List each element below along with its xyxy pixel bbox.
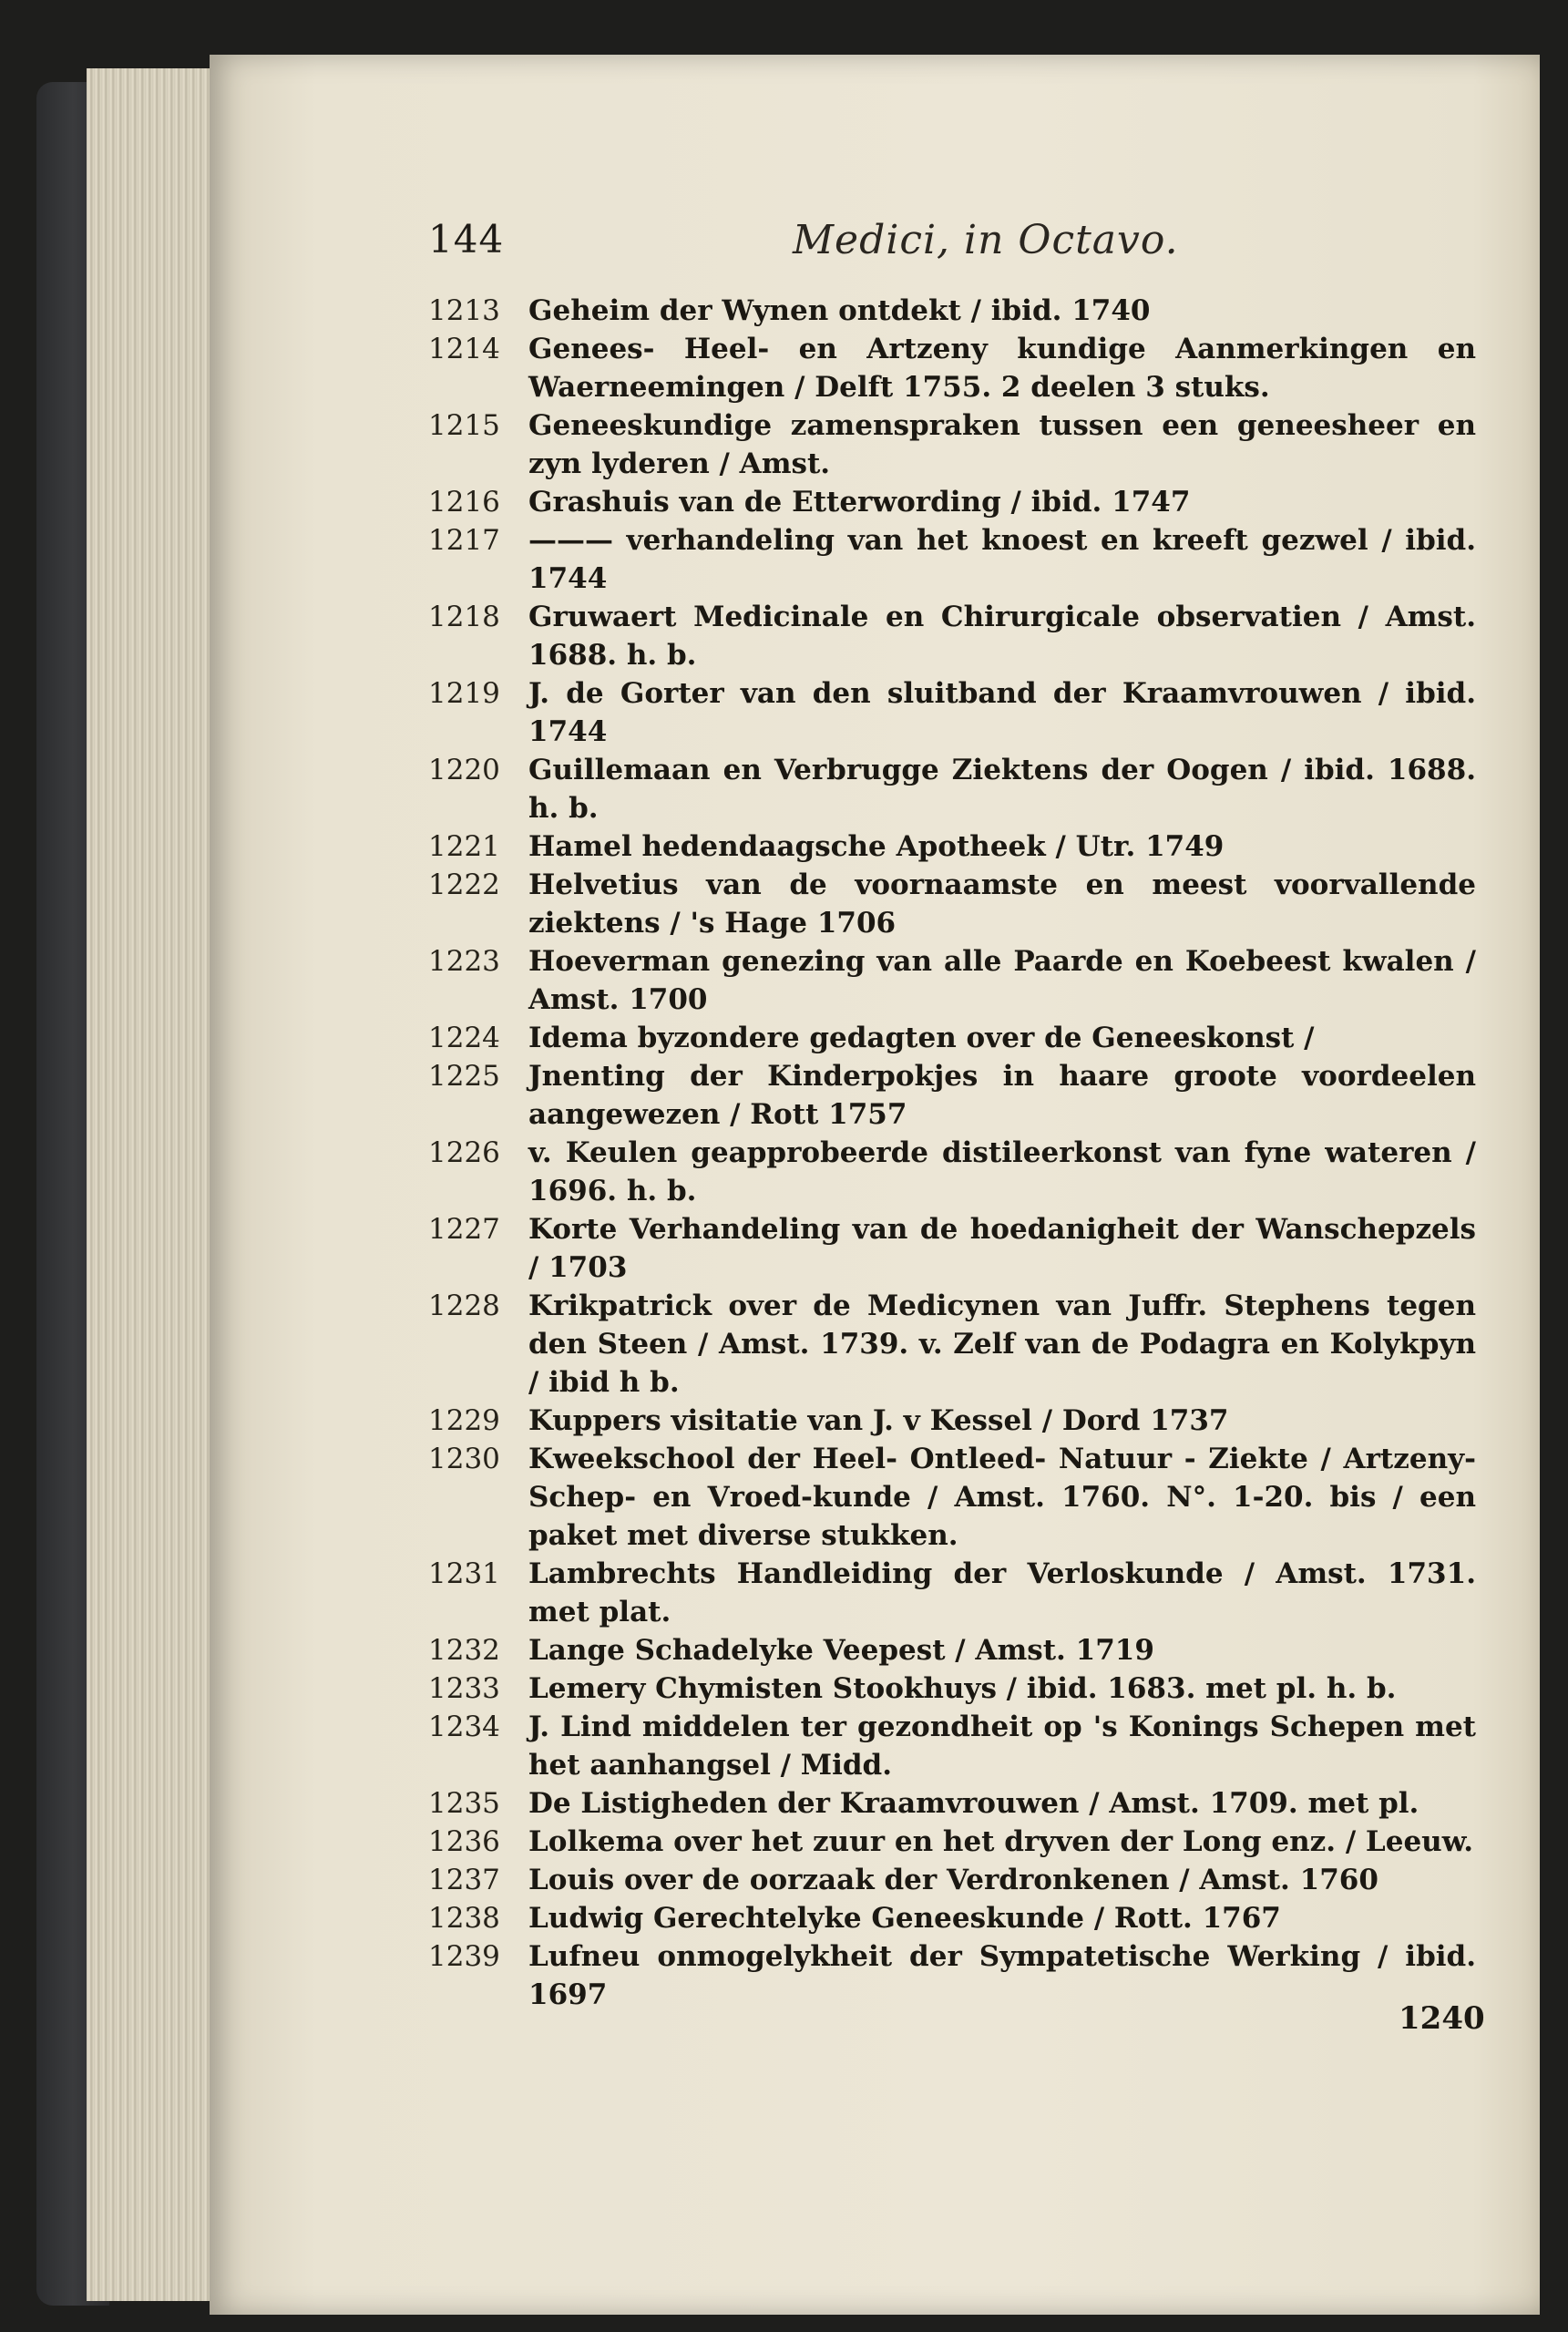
entry-text: Hoeverman genezing van alle Paarde en Koebeest kwalen / Amst. 1700	[528, 945, 1476, 1016]
entry-text: Krikpatrick over de Medicynen van Juffr. Stephens tegen den Steen / Amst. 1739. v. Zelf van de Podagra en Kolykpyn / ibid h b.	[528, 1289, 1476, 1399]
entry-number: 1223	[428, 945, 500, 978]
entry-number: 1222	[428, 868, 500, 901]
entry-number: 1220	[428, 754, 500, 786]
entry-text: ——— verhandeling van het knoest en kreeft gezwel / ibid. 1744	[528, 524, 1476, 595]
entry-number: 1229	[428, 1404, 500, 1437]
catalogue-entry	[428, 292, 1476, 330]
catalogue-entry	[428, 1134, 1476, 1210]
catalogue-entries	[428, 292, 1476, 2014]
running-head	[428, 210, 1476, 283]
entry-text: Louis over de oorzaak der Verdronkenen / Amst. 1760	[528, 1864, 1378, 1896]
entry-text: Geheim der Wynen ontdekt / ibid. 1740	[528, 294, 1151, 327]
page-number: 144	[428, 217, 505, 262]
catalogue-entry	[428, 1708, 1476, 1784]
entry-number: 1233	[428, 1672, 500, 1705]
catalogue-entry	[428, 1937, 1476, 2014]
entry-number: 1230	[428, 1443, 500, 1475]
entry-text: Lufneu onmogelykheit der Sympatetische Werking / ibid. 1697	[528, 1940, 1476, 2011]
entry-number: 1237	[428, 1864, 500, 1896]
entry-number: 1219	[428, 677, 500, 710]
entry-text: Kweekschool der Heel- Ontleed- Natuur - Ziekte / Artzeny- Schep- en Vroed-kunde / Amst. 1760. N°. 1-20. bis / een paket met diverse stukken.	[528, 1443, 1476, 1552]
entry-number: 1213	[428, 294, 500, 327]
entry-text: J. de Gorter van den sluitband der Kraamvrouwen / ibid. 1744	[528, 677, 1476, 748]
catalogue-entry	[428, 1210, 1476, 1287]
catalogue-entry	[428, 674, 1476, 751]
catalogue-entry	[428, 598, 1476, 674]
catchword: 1240	[1399, 2000, 1485, 2037]
catalogue-entry	[428, 1823, 1476, 1861]
entry-text: v. Keulen geapprobeerde distileerkonst van fyne wateren / 1696. h. b.	[528, 1136, 1476, 1207]
catalogue-entry	[428, 406, 1476, 483]
catalogue-entry	[428, 1057, 1476, 1134]
entry-text: Kuppers visitatie van J. v Kessel / Dord 1737	[528, 1404, 1229, 1437]
entry-text: Idema byzondere gedagten over de Geneeskonst /	[528, 1022, 1315, 1054]
entry-number: 1214	[428, 333, 500, 365]
catalogue-entry	[428, 1402, 1476, 1440]
entry-number: 1228	[428, 1289, 500, 1322]
catalogue-entry	[428, 1287, 1476, 1402]
entry-number: 1225	[428, 1060, 500, 1093]
entry-text: Guillemaan en Verbrugge Ziektens der Oogen / ibid. 1688. h. b.	[528, 754, 1476, 825]
entry-text: De Listigheden der Kraamvrouwen / Amst. 1709. met pl.	[528, 1787, 1419, 1820]
entry-text: Lambrechts Handleiding der Verloskunde / Amst. 1731. met plat.	[528, 1557, 1476, 1628]
entry-text: Geneeskundige zamenspraken tussen een geneesheer en zyn lyderen / Amst.	[528, 409, 1476, 480]
entry-text: Lemery Chymisten Stookhuys / ibid. 1683. met pl. h. b.	[528, 1672, 1397, 1705]
entry-text: Genees- Heel- en Artzeny kundige Aanmerkingen en Waerneemingen / Delft 1755. 2 deelen 3 stuks.	[528, 333, 1476, 404]
entry-number: 1227	[428, 1213, 500, 1246]
entry-number: 1235	[428, 1787, 500, 1820]
catalogue-entry	[428, 330, 1476, 406]
entry-number: 1231	[428, 1557, 500, 1590]
running-title: Medici, in Octavo.	[793, 217, 1179, 263]
catalogue-entry	[428, 866, 1476, 942]
catalogue-entry	[428, 1440, 1476, 1555]
catalogue-entry	[428, 1899, 1476, 1937]
entry-text: Gruwaert Medicinale en Chirurgicale observatien / Amst. 1688. h. b.	[528, 601, 1476, 672]
entry-number: 1232	[428, 1634, 500, 1667]
entry-text: Ludwig Gerechtelyke Geneeskunde / Rott. 1767	[528, 1902, 1281, 1935]
entry-text: Helvetius van de voornaamste en meest voorvallende ziektens / 's Hage 1706	[528, 868, 1476, 940]
entry-text: Korte Verhandeling van de hoedanigheit der Wanschepzels / 1703	[528, 1213, 1476, 1284]
entry-number: 1234	[428, 1710, 500, 1743]
catalogue-entry	[428, 521, 1476, 598]
catalogue-entry	[428, 483, 1476, 521]
entry-text: J. Lind middelen ter gezondheit op 's Konings Schepen met het aanhangsel / Midd.	[528, 1710, 1476, 1782]
entry-text: Lange Schadelyke Veepest / Amst. 1719	[528, 1634, 1154, 1667]
text-block	[428, 210, 1476, 2014]
entry-number: 1224	[428, 1022, 500, 1054]
entry-number: 1215	[428, 409, 500, 442]
catalogue-entry	[428, 751, 1476, 827]
catalogue-entry	[428, 1861, 1476, 1899]
entry-text: Grashuis van de Etterwording / ibid. 1747	[528, 486, 1191, 519]
entry-number: 1239	[428, 1940, 500, 1973]
entry-number: 1236	[428, 1825, 500, 1858]
entry-number: 1217	[428, 524, 500, 557]
entry-text: Lolkema over het zuur en het dryven der Long enz. / Leeuw.	[528, 1825, 1474, 1858]
entry-text: Jnenting der Kinderpokjes in haare groote voordeelen aangewezen / Rott 1757	[528, 1060, 1476, 1131]
entry-number: 1218	[428, 601, 500, 633]
catalogue-entry	[428, 1669, 1476, 1708]
entry-number: 1238	[428, 1902, 500, 1935]
entry-number: 1221	[428, 830, 500, 863]
catalogue-entry	[428, 1631, 1476, 1669]
catalogue-entry	[428, 1555, 1476, 1631]
entry-number: 1226	[428, 1136, 500, 1169]
entry-number: 1216	[428, 486, 500, 519]
catalogue-entry	[428, 1784, 1476, 1823]
page-block-edges	[87, 68, 223, 2301]
catalogue-entry	[428, 942, 1476, 1019]
catalogue-entry	[428, 827, 1476, 866]
entry-text: Hamel hedendaagsche Apotheek / Utr. 1749	[528, 830, 1225, 863]
catalogue-entry	[428, 1019, 1476, 1057]
